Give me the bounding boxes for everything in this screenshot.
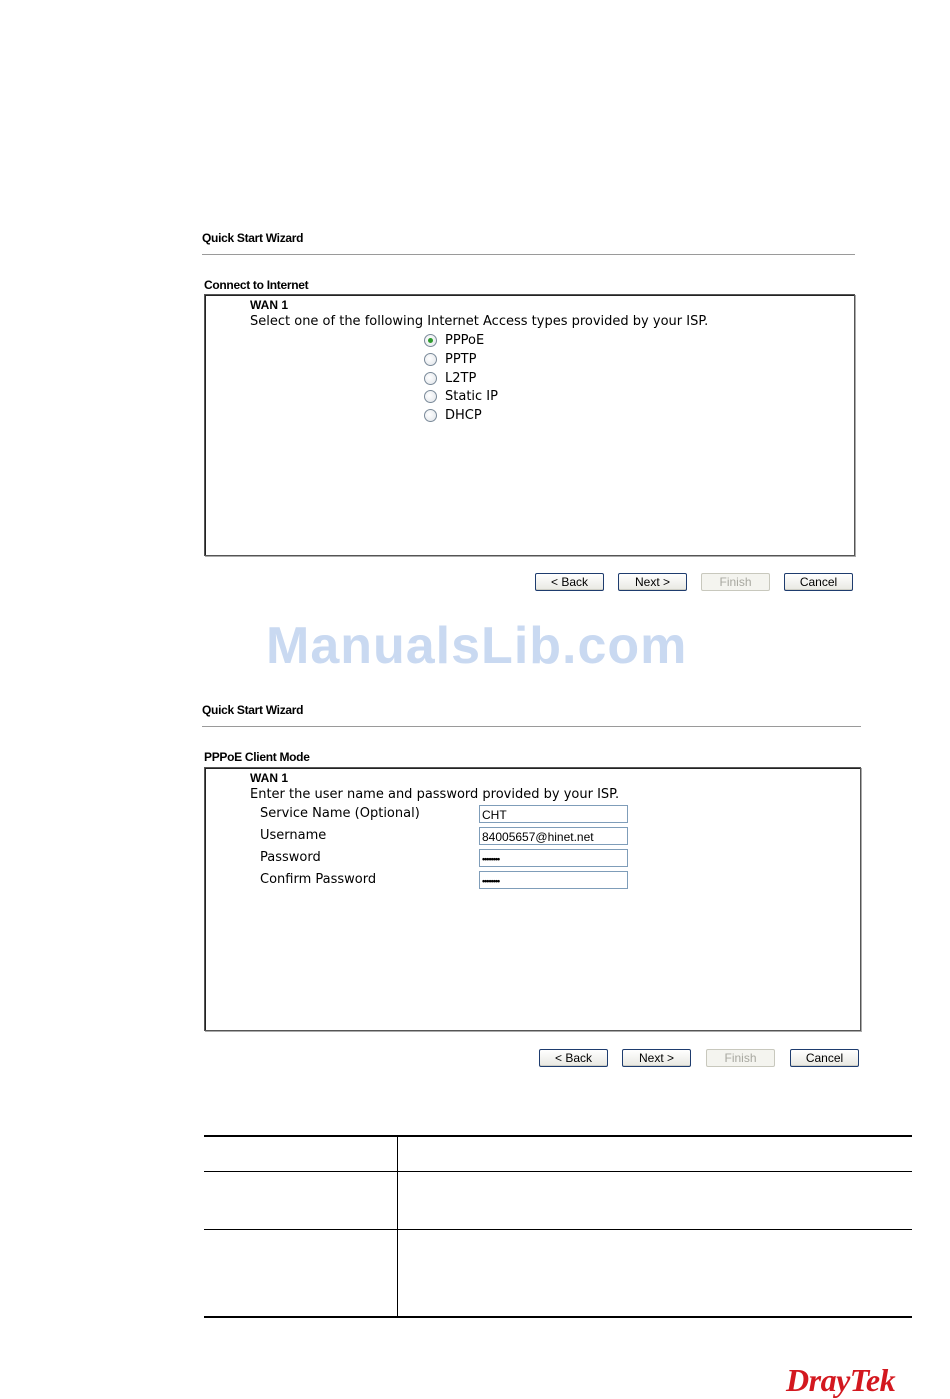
title-divider: [202, 726, 861, 727]
password-input[interactable]: ••••••••: [479, 849, 628, 867]
finish-button[interactable]: Finish: [706, 1049, 775, 1067]
username-input[interactable]: 84005657@hinet.net: [479, 827, 628, 845]
instruction-text: Enter the user name and password provided by your ISP.: [250, 787, 620, 802]
confirm-password-label: Confirm Password: [260, 872, 377, 887]
password-label: Password: [260, 850, 321, 865]
radio-label: L2TP: [445, 370, 477, 386]
radio-pppoe[interactable]: [424, 331, 484, 349]
radio-button[interactable]: [424, 353, 437, 366]
radio-dhcp[interactable]: [424, 406, 482, 424]
instruction-text: Select one of the following Internet Access types provided by your ISP.: [250, 314, 709, 329]
table-row-rule: [204, 1229, 912, 1230]
radio-label: Static IP: [445, 388, 498, 404]
radio-label: PPTP: [445, 351, 477, 367]
connect-panel: [204, 294, 855, 556]
cancel-button[interactable]: Cancel: [784, 573, 853, 591]
radio-static-ip[interactable]: [424, 387, 498, 405]
back-button[interactable]: < Back: [535, 573, 604, 591]
username-label: Username: [260, 828, 327, 843]
pppoe-panel: [204, 767, 861, 1031]
title-divider: [202, 254, 855, 255]
next-button[interactable]: Next >: [622, 1049, 691, 1067]
table-bottom-rule: [204, 1316, 912, 1318]
watermark: ManualsLib.com: [266, 617, 688, 675]
radio-button[interactable]: [424, 334, 437, 347]
table-column-rule: [397, 1135, 398, 1317]
radio-label: DHCP: [445, 407, 482, 423]
draytek-logo: DrayTek: [786, 1362, 896, 1398]
wizard-title: Quick Start Wizard: [202, 231, 304, 245]
radio-l2tp[interactable]: [424, 369, 476, 387]
back-button[interactable]: < Back: [539, 1049, 608, 1067]
radio-button[interactable]: [424, 372, 437, 385]
service-name-label: Service Name (Optional): [260, 806, 420, 821]
radio-button[interactable]: [424, 409, 437, 422]
table-row-rule: [204, 1171, 912, 1172]
section-title: PPPoE Client Mode: [204, 750, 310, 764]
radio-label: PPPoE: [445, 332, 485, 348]
service-name-input[interactable]: CHT: [479, 805, 628, 823]
wan-label: WAN 1: [250, 298, 289, 312]
cancel-button[interactable]: Cancel: [790, 1049, 859, 1067]
section-title: Connect to Internet: [204, 278, 309, 292]
confirm-password-input[interactable]: ••••••••: [479, 871, 628, 889]
wan-label: WAN 1: [250, 771, 289, 785]
table-top-rule: [204, 1135, 912, 1137]
radio-button[interactable]: [424, 390, 437, 403]
finish-button[interactable]: Finish: [701, 573, 770, 591]
wizard-title: Quick Start Wizard: [202, 703, 304, 717]
radio-pptp[interactable]: [424, 350, 476, 368]
next-button[interactable]: Next >: [618, 573, 687, 591]
